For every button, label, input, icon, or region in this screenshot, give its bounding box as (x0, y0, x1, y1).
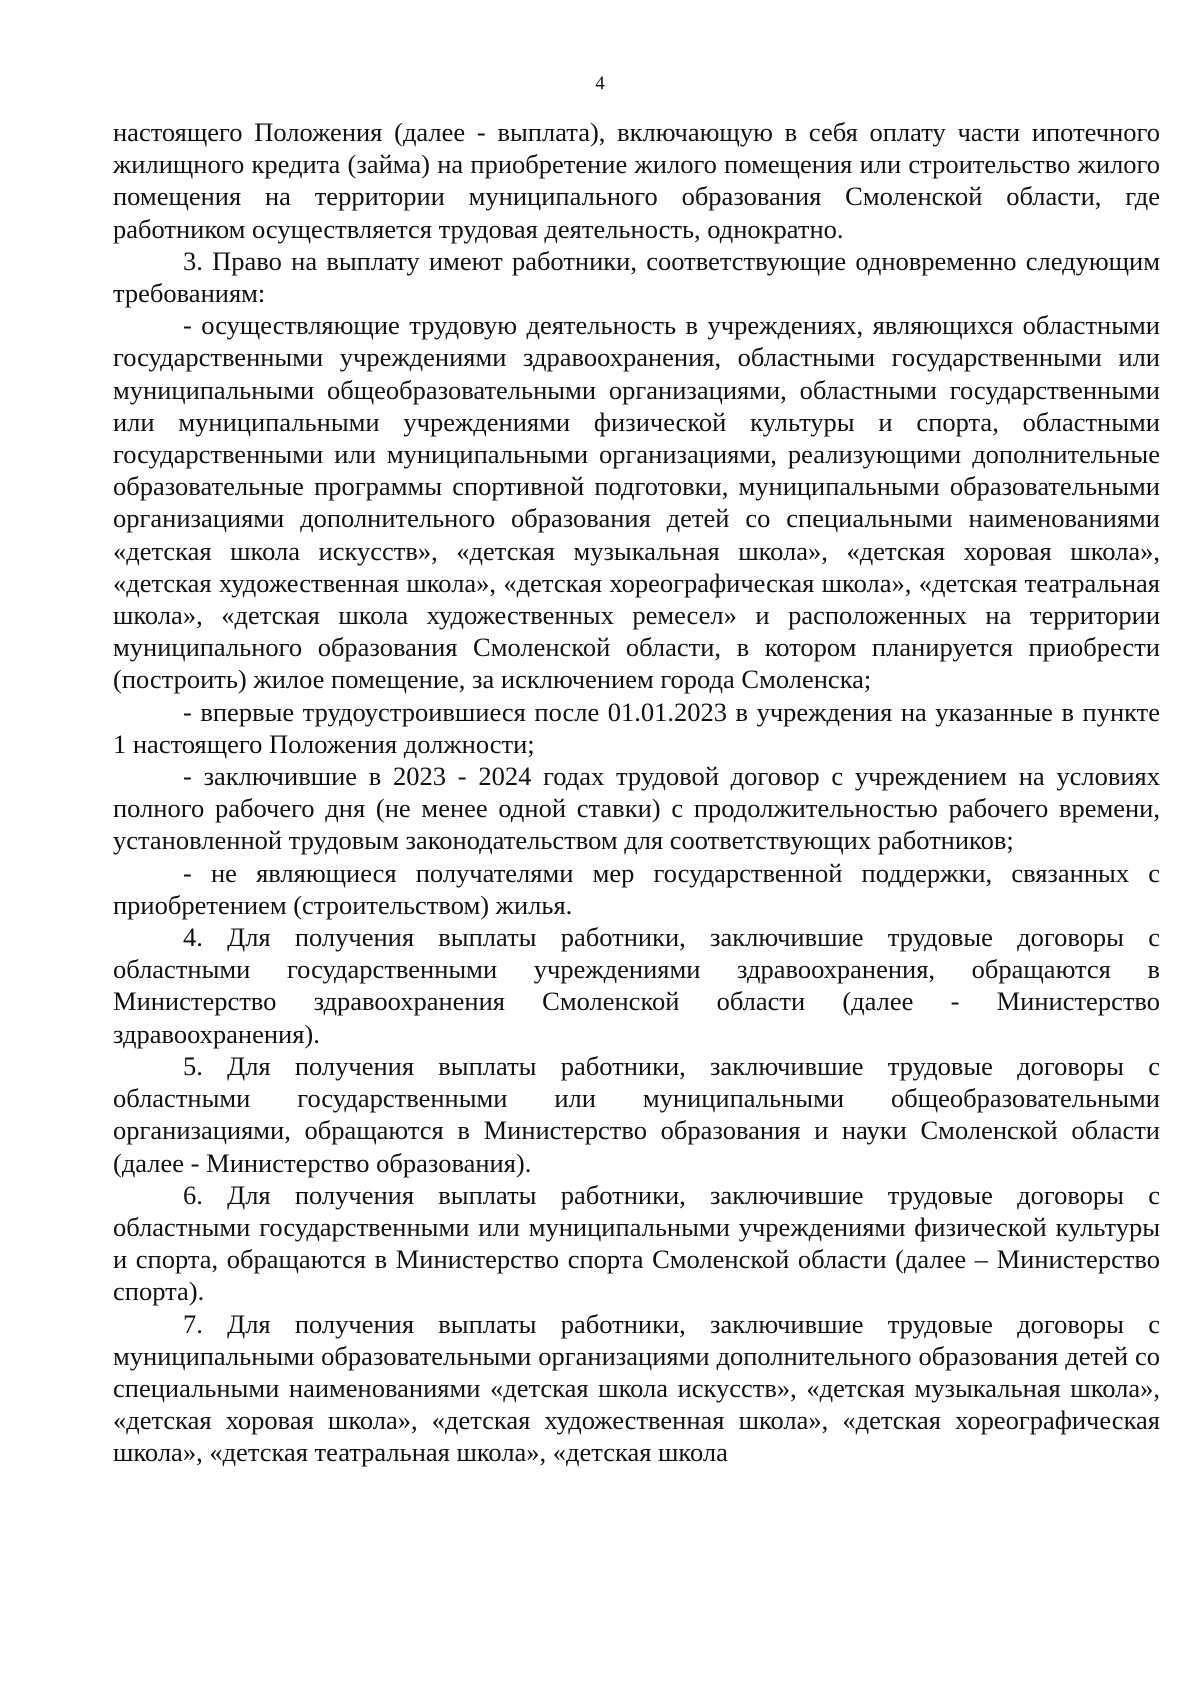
paragraph-item-4: 4. Для получения выплаты работники, заключившие трудовые договоры с областными государственными учреждениями здравоохранения, обращаются в Министерство здравоохранения Смоленской области (далее - Министерство здравоохранения). (113, 922, 1160, 1049)
paragraph-item-3: 3. Право на выплату имеют работники, соответствующие одновременно следующим требованиям: (113, 245, 1160, 309)
document-body (113, 116, 1160, 1469)
paragraph-requirement-2: - впервые трудоустроившиеся после 01.01.2023 в учреждения на указанные в пункте 1 настоящего Положения должности; (113, 696, 1160, 759)
paragraph-item-7: 7. Для получения выплаты работники, заключившие трудовые договоры с муниципальными образовательными организациями дополнительного образования детей со специальными наименованиями «детская школа искусств», «детская музыкальная школа», «детская хоровая школа», «детская художественная школа», «детская хореографическая школа», «детская театральная школа», «детская школа (113, 1308, 1160, 1468)
paragraph-requirement-1: - осуществляющие трудовую деятельность в учреждениях, являющихся областными государственными учреждениями здравоохранения, областными государственными или муниципальными общеобразовательными организациями, областными государственными или муниципальными учреждениями физической культуры и спорта, областными государственными или муниципальными организациями, реализующими дополнительные образовательные программы спортивной подготовки, муниципальными образовательными организациями дополнительного образования детей со специальными наименованиями «детская школа искусств», «детская музыкальная школа», «детская хоровая школа», «детская художественная школа», «детская хореографическая школа», «детская театральная школа», «детская школа художественных ремесел» и расположенных на территории муниципального образования Смоленской области, в котором планируется приобрести (построить) жилое помещение, за исключением города Смоленска; (113, 310, 1160, 695)
paragraph-requirement-4: - не являющиеся получателями мер государственной поддержки, связанных с приобретением (строительством) жилья. (113, 857, 1160, 920)
page-number: 4 (595, 73, 605, 94)
paragraph-item-6: 6. Для получения выплаты работники, заключившие трудовые договоры с областными государственными или муниципальными учреждениями физической культуры и спорта, обращаются в Министерство спорта Смоленской области (далее – Министерство спорта). (113, 1179, 1160, 1307)
paragraph-item-5: 5. Для получения выплаты работники, заключившие трудовые договоры с областными государственными или муниципальными общеобразовательными организациями, обращаются в Министерство образования и науки Смоленской области (далее - Министерство образования). (113, 1050, 1160, 1178)
paragraph-requirement-3: - заключившие в 2023 - 2024 годах трудовой договор с учреждением на условиях полного рабочего дня (не менее одной ставки) с продолжительностью рабочего времени, установленной трудовым законодательством для соответствующих работников; (113, 761, 1160, 856)
paragraph-continuation: настоящего Положения (далее - выплата), включающую в себя оплату части ипотечного жилищного кредита (займа) на приобретение жилого помещения или строительство жилого помещения на территории муниципального образования Смоленской области, где работником осуществляется трудовая деятельность, однократно. (113, 117, 1160, 244)
